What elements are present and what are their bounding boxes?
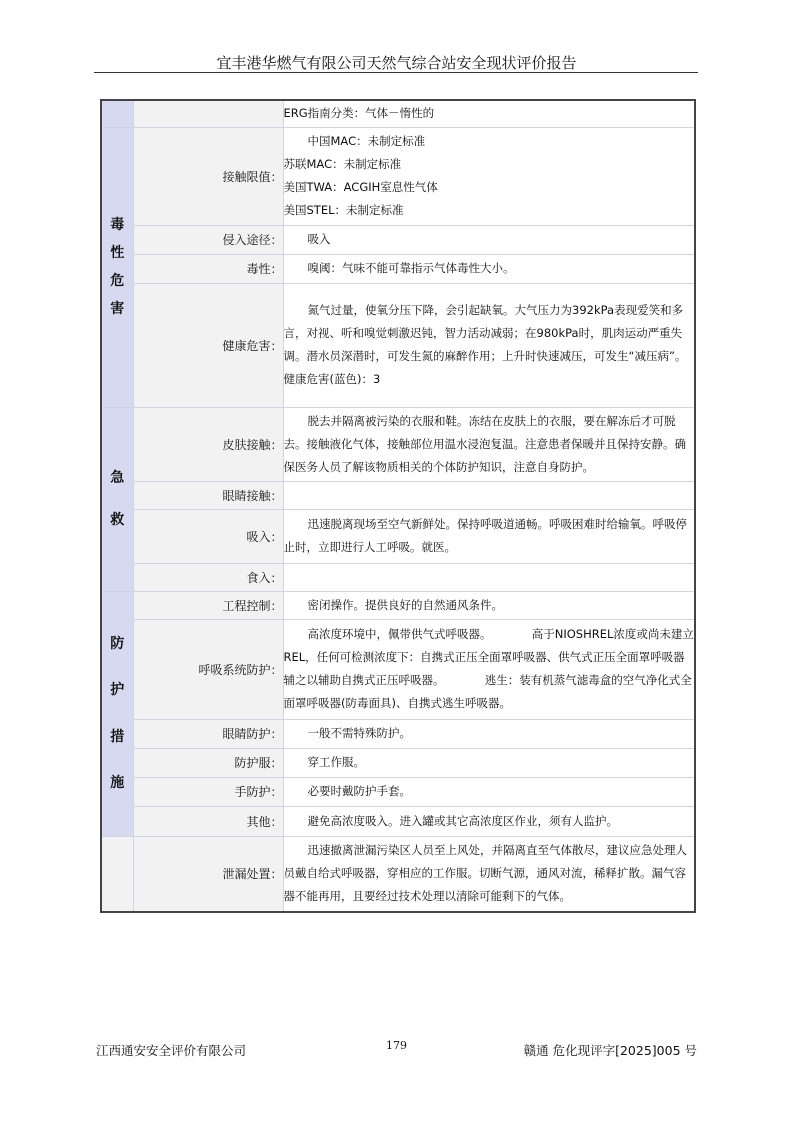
route-value: 吸入 [283,225,695,254]
erg-value: ERG指南分类：气体－惰性的 [283,100,695,127]
inhale-value: 迅速脱离现场至空气新鲜处。保持呼吸道通畅。呼吸困难时给输氧。呼吸停止时，立即进行人工呼吸。就医。 [283,509,695,563]
category-char: 害 [110,301,125,317]
category-blank [101,836,133,912]
contact-limit-label: 接触限值： [133,127,283,225]
other-value: 避免高浓度吸入。进入罐或其它高浓度区作业，须有人监护。 [283,806,695,836]
hand-label: 手防护： [133,777,283,806]
category-char: 性 [110,245,125,261]
category-firstaid [101,407,133,591]
category-toxic [101,127,133,407]
contact-limit-line: 美国TWA：ACGIH室息性气体 [283,180,438,194]
clothing-value: 穿工作服。 [283,748,695,777]
table-row [101,509,695,563]
engineering-value: 密闭操作。提供良好的自然通风条件。 [283,591,695,619]
eye-protect-label: 眼睛防护： [133,719,283,748]
table-row [101,254,695,283]
category-char: 急 [110,470,125,486]
category-blank [101,100,133,127]
leak-value: 迅速撤离泄漏污染区人员至上风处，并隔离直至气体散尽，建议应急处理人员戴自给式呼吸器，穿相应的工作服。切断气源，通风对流，稀释扩散。漏气容器不能再用，且要经过技术处理以清除可能剩下的气体。 [283,836,695,912]
health-value [283,283,695,407]
footer-cert: 赣通 危化现评字[2025]005 号 [523,1043,697,1058]
ingest-value [283,563,695,591]
route-label: 侵入途径： [133,225,283,254]
category-char: 防 [110,636,125,653]
table-row [101,836,695,912]
skin-value: 脱去并隔离被污染的衣服和鞋。冻结在皮肤上的衣服，要在解冻后才可脱去。接触液化气体，接触部位用温水浸泡复温。注意患者保暖并且保持安静。确保医务人员了解该物质相关的个体防护知识，注意自身防护。 [283,407,695,481]
category-char: 措 [110,728,125,745]
table-row [101,100,695,127]
respiratory-label: 呼吸系统防护： [133,619,283,719]
table-row [101,806,695,836]
health-rating: 健康危害(蓝色)：3 [283,372,381,386]
eye-label: 眼睛接触： [133,481,283,509]
header-divider [94,72,698,73]
category-protect [101,591,133,836]
health-text: 氮气过量，使氧分压下降，会引起缺氧。大气压力为392kPa表现爱笑和多言，对视、听和嗅觉刺激迟钝，智力活动减弱；在980kPa时，肌肉运动严重失调。潜水员深潜时，可发生氮的麻醉作用；上升时快速减压，可发生“减压病”。 [283,303,687,363]
engineering-label: 工程控制： [133,591,283,619]
eye-protect-value: 一般不需特殊防护。 [283,719,695,748]
page-number: 179 [386,1039,407,1052]
category-char: 毒 [110,217,125,233]
table-row [101,591,695,619]
toxicity-label: 毒性： [133,254,283,283]
inhale-label: 吸入： [133,509,283,563]
table-row [101,481,695,509]
skin-label: 皮肤接触： [133,407,283,481]
table-row [101,619,695,719]
table-row [101,127,695,225]
table-row [101,407,695,481]
table-row [101,748,695,777]
health-label: 健康危害： [133,283,283,407]
page-header-title: 宜丰港华燃气有限公司天然气综合站安全现状评价报告 [216,54,577,72]
table-row [101,719,695,748]
leak-label: 泄漏处置： [133,836,283,912]
msds-table [100,99,696,913]
footer-company: 江西通安安全评价有限公司 [96,1043,247,1058]
contact-limit-line: 中国MAC：未制定标准 [307,134,426,148]
category-char: 施 [110,774,125,791]
category-char: 危 [110,273,125,289]
clothing-label: 防护服： [133,748,283,777]
table-row [101,283,695,407]
eye-value [283,481,695,509]
table-row [101,225,695,254]
table-row [101,777,695,806]
contact-limit-value [283,127,695,225]
contact-limit-line: 苏联MAC：未制定标准 [283,157,402,171]
label-blank [133,100,283,127]
other-label: 其他： [133,806,283,836]
category-char: 救 [110,512,125,528]
category-char: 护 [110,682,125,699]
respiratory-value: 高浓度环境中，佩带供气式呼吸器。 高于NIOSHREL浓度或尚未建立REL，任何可检测浓度下：自携式正压全面罩呼吸器、供气式正压全面罩呼吸器辅之以辅助自携式正压呼吸器。 逃生：装有机蒸气滤毒盒的空气净化式全面罩呼吸器(防毒面具)、自携式逃生呼吸器。 [283,619,695,719]
table-row [101,563,695,591]
hand-value: 必要时戴防护手套。 [283,777,695,806]
ingest-label: 食入： [133,563,283,591]
toxicity-value: 嗅阈：气味不能可靠指示气体毒性大小。 [283,254,695,283]
contact-limit-line: 美国STEL：未制定标准 [283,203,404,217]
